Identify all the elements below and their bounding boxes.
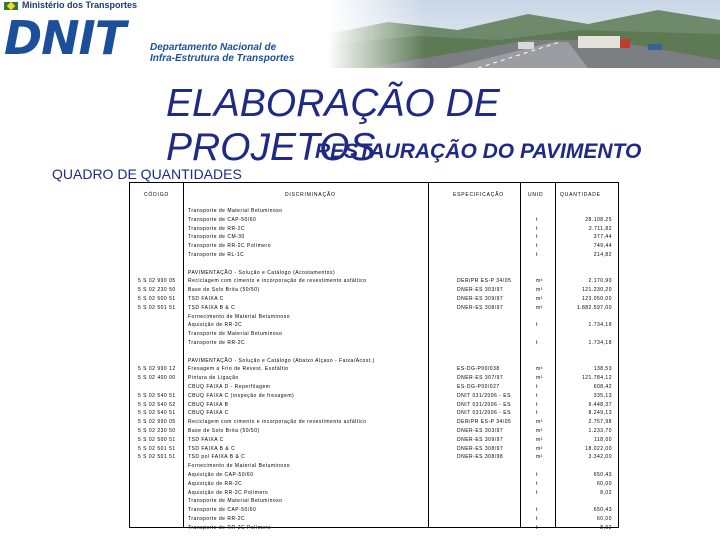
row-quantity: 121.784,12 [581, 375, 612, 382]
row-description: Transporte de CM-30 [188, 234, 245, 241]
row-quantity: 138,53 [593, 366, 612, 373]
row-code: 5 S 02 990 05 [138, 278, 176, 285]
row-description: CBUQ FAIXA D - Reperfilagem [188, 384, 271, 390]
row-unit: t [536, 401, 538, 408]
row-unit: t [536, 480, 538, 487]
row-unit: m³ [536, 278, 543, 285]
row-specification: DNIT 031/2006 - ES [457, 401, 511, 408]
row-description: Transporte de CAP-50/60 [188, 216, 257, 223]
row-specification: DNER-ES 308/97 [457, 445, 504, 452]
department-line-1: Departamento Nacional de [150, 42, 277, 53]
row-quantity: 1.882.597,00 [576, 304, 612, 311]
row-unit: m² [536, 445, 543, 452]
row-description: Aquisição de RR-2C Polímero [188, 489, 269, 496]
dnit-logo: DNIT [4, 11, 126, 65]
table-row [130, 251, 620, 259]
row-quantity: 1.233,70 [588, 428, 612, 434]
row-quantity: 2.170,90 [588, 278, 612, 285]
table-row [130, 383, 620, 391]
quantities-table [129, 182, 619, 531]
row-unit: m³ [536, 287, 543, 294]
row-description: CBUQ FAIXA C (inspeção de fresagem) [188, 392, 295, 399]
row-specification: ES-DG-P00/027 [457, 384, 500, 390]
row-description: Transporte de Material Betuminoso [188, 208, 283, 214]
row-code: 5 S 02 501 51 [138, 304, 176, 311]
table-row [130, 269, 620, 277]
row-quantity: 60,00 [596, 516, 612, 522]
row-specification: DNER-ES 309/97 [457, 296, 504, 302]
row-description: Reciclagem com cimento e incorporação de revestimento asfáltico [188, 419, 367, 426]
row-code: 5 S 02 990 12 [138, 366, 176, 373]
row-unit: t [536, 322, 538, 329]
department-line-2: Infra-Estrutura de Transportes [150, 53, 295, 64]
header-description: DISCRIMINAÇÃO [285, 192, 336, 198]
row-description: TSD FAIXA B & C [188, 304, 236, 311]
row-unit: t [536, 225, 538, 232]
row-unit: m² [536, 296, 543, 302]
row-unit: t [536, 252, 538, 258]
row-unit: t [536, 489, 538, 496]
table-row [130, 348, 620, 356]
row-description: Aquisição de RR-2C [188, 322, 243, 329]
row-description: Transporte de Material Betuminoso [188, 498, 283, 505]
table-row [130, 374, 620, 382]
row-description: Transporte de Material Betuminoso [188, 331, 283, 338]
header-unit: UNID [528, 192, 544, 198]
table-row [130, 497, 620, 505]
row-description: TSD FAIXA C [188, 296, 224, 302]
row-unit: m² [536, 304, 543, 311]
row-specification: DNER-ES 309/97 [457, 436, 504, 443]
row-unit: m³ [536, 366, 543, 373]
row-quantity: 28.108,25 [585, 216, 612, 223]
table-row [130, 242, 620, 250]
table-row [130, 339, 620, 347]
row-specification: DNER-ES 307/97 [457, 375, 504, 382]
table-row [130, 225, 620, 233]
row-unit: m³ [536, 428, 543, 434]
row-description: Base de Solo Brita (50/50) [188, 428, 260, 434]
row-quantity: 3.342,00 [588, 454, 612, 461]
table-row [130, 260, 620, 268]
department-name [150, 42, 294, 64]
row-unit: t [536, 507, 538, 514]
page-title: ELABORAÇÃO DE PROJETOS [166, 82, 500, 169]
row-quantity: 650,43 [593, 507, 612, 514]
row-quantity: 1.734,18 [588, 322, 612, 329]
row-unit: t [536, 243, 538, 250]
row-unit: m³ [536, 419, 543, 426]
row-description: PAVIMENTAÇÃO - Solução e Catálogo (Abaixo Alçaso - Faixa/Acost.) [188, 357, 375, 364]
table-row [130, 471, 620, 479]
table-row [130, 365, 620, 373]
brazil-flag-icon [4, 2, 18, 10]
row-code: 5 S 02 230 50 [138, 428, 176, 434]
table-row [130, 436, 620, 444]
table-row [130, 207, 620, 215]
row-quantity: 118,00 [594, 436, 612, 443]
header-code: CÓDIGO [144, 192, 170, 198]
row-description: TSD pol FAIXA B & C [188, 454, 246, 461]
table-row [130, 427, 620, 435]
row-description: Transporte de RR-2C Polímero [188, 524, 272, 531]
row-quantity: 123.050,00 [581, 296, 612, 302]
row-quantity: 650,43 [593, 472, 612, 478]
row-quantity: 2.757,98 [588, 419, 612, 426]
row-quantity: 214,82 [593, 252, 612, 258]
row-quantity: 2.711,82 [588, 225, 612, 232]
header-quantity: QUANTIDADE [560, 192, 601, 198]
table-row [130, 506, 620, 514]
row-description: Pintura de Ligação [188, 375, 239, 382]
row-description: TSD FAIXA B & C [188, 445, 236, 452]
section-label: QUADRO DE QUANTIDADES [52, 166, 242, 182]
table-row [130, 321, 620, 329]
row-unit: t [536, 410, 538, 417]
table-row [130, 515, 620, 523]
row-quantity: 60,00 [596, 480, 612, 487]
row-unit: m² [536, 454, 543, 461]
row-description: Reciclagem com cimento e incorporação de revestimento asfáltico [188, 278, 367, 285]
row-code: 5 S 02 540 52 [138, 401, 176, 408]
row-quantity: 8.249,13 [588, 410, 612, 417]
row-description: Transporte de RR-2C Polímero [188, 243, 272, 250]
row-code: 5 S 02 501 51 [138, 445, 176, 452]
row-quantity: 8,02 [600, 524, 612, 531]
row-description: CBUQ FAIXA C [188, 410, 229, 417]
row-unit: m² [536, 436, 543, 443]
row-specification: DER/PR ES-P 34/05 [457, 419, 512, 426]
header-specification: ESPECIFICAÇÃO [453, 192, 504, 198]
table-row [130, 445, 620, 453]
row-description: PAVIMENTAÇÃO - Solução e Catálogo (Acostamentos) [188, 269, 336, 276]
row-code: 5 S 02 990 05 [138, 419, 176, 426]
row-specification: DNER-ES 308/98 [457, 454, 504, 461]
row-description: Base de Solo Brita (50/50) [188, 287, 260, 294]
table-row [130, 313, 620, 321]
row-description: Fresagem a Frio de Revest. Esofáltio [188, 366, 289, 373]
row-quantity: 1.734,18 [588, 340, 612, 346]
row-unit: m² [536, 375, 543, 382]
table-row [130, 480, 620, 488]
row-description: Transporte de RR-2C [188, 516, 246, 522]
table-row [130, 233, 620, 241]
ministry-name: Ministério dos Transportes [22, 0, 138, 10]
row-description: TSD FAIXA C [188, 436, 224, 443]
page-subtitle: RESTAURAÇÃO DO PAVIMENTO [315, 140, 642, 163]
row-specification: DNER-ES 308/97 [457, 304, 504, 311]
row-unit: t [536, 234, 538, 241]
table-row [130, 392, 620, 400]
table-row [130, 401, 620, 409]
row-unit: t [536, 340, 538, 346]
row-quantity: 9.448,37 [588, 401, 612, 408]
row-unit: t [536, 392, 538, 399]
row-specification: DNER-ES 303/97 [457, 287, 504, 294]
row-specification: ES-DG-P00/038 [457, 366, 500, 373]
row-unit: t [536, 524, 538, 531]
table-row [130, 357, 620, 365]
row-quantity: 749,44 [593, 243, 612, 250]
row-quantity: 8,02 [600, 489, 612, 496]
table-row [130, 409, 620, 417]
row-quantity: 335,13 [593, 392, 612, 399]
row-specification: DER/PR ES-P 34/05 [457, 278, 512, 285]
row-specification: DNIT 031/2006 - ES [457, 392, 511, 399]
table-row [130, 216, 620, 224]
row-description: Fornecimento de Material Betuminoso [188, 313, 290, 320]
row-quantity: 121.230,20 [581, 287, 612, 294]
row-quantity: 377,44 [593, 234, 612, 241]
row-description: Aquisição de RR-2C [188, 480, 243, 487]
row-code: 5 S 02 540 51 [138, 392, 176, 399]
row-specification: DNER-ES 303/97 [457, 428, 504, 434]
table-row [130, 277, 620, 285]
table-row [130, 418, 620, 426]
highway-photo [328, 0, 720, 68]
row-description: CBUQ FAIXA B [188, 401, 229, 408]
table-row [130, 462, 620, 470]
row-code: 5 S 02 500 51 [138, 436, 176, 443]
row-description: Transporte de RR-2C [188, 340, 246, 346]
row-description: Transporte de CAP-50/60 [188, 507, 257, 514]
row-specification: DNIT 031/2006 - ES [457, 410, 511, 417]
row-description: Transporte de RR-2C [188, 225, 246, 232]
table-row [130, 453, 620, 461]
row-description: Aquisição de CAP-50/60 [188, 472, 254, 478]
row-code: 5 S 02 230 50 [138, 287, 176, 294]
row-description: Transporte de RL-1C [188, 252, 245, 258]
row-quantity: 608,42 [593, 384, 612, 390]
row-unit: t [536, 216, 538, 223]
header-banner [0, 0, 720, 68]
row-unit: t [536, 472, 538, 478]
table-row [130, 489, 620, 497]
row-quantity: 18.022,00 [585, 445, 612, 452]
row-code: 5 S 02 400 00 [138, 375, 176, 382]
table-row [130, 330, 620, 338]
row-code: 5 S 02 540 51 [138, 410, 176, 417]
table-row [130, 295, 620, 303]
row-unit: t [536, 516, 538, 522]
row-code: 5 S 02 501 51 [138, 454, 176, 461]
table-row [130, 524, 620, 532]
row-unit: t [536, 384, 538, 390]
row-code: 5 S 02 500 51 [138, 296, 176, 302]
table-row [130, 286, 620, 294]
row-description: Fornecimento de Material Betuminoso [188, 463, 290, 470]
table-row [130, 304, 620, 312]
